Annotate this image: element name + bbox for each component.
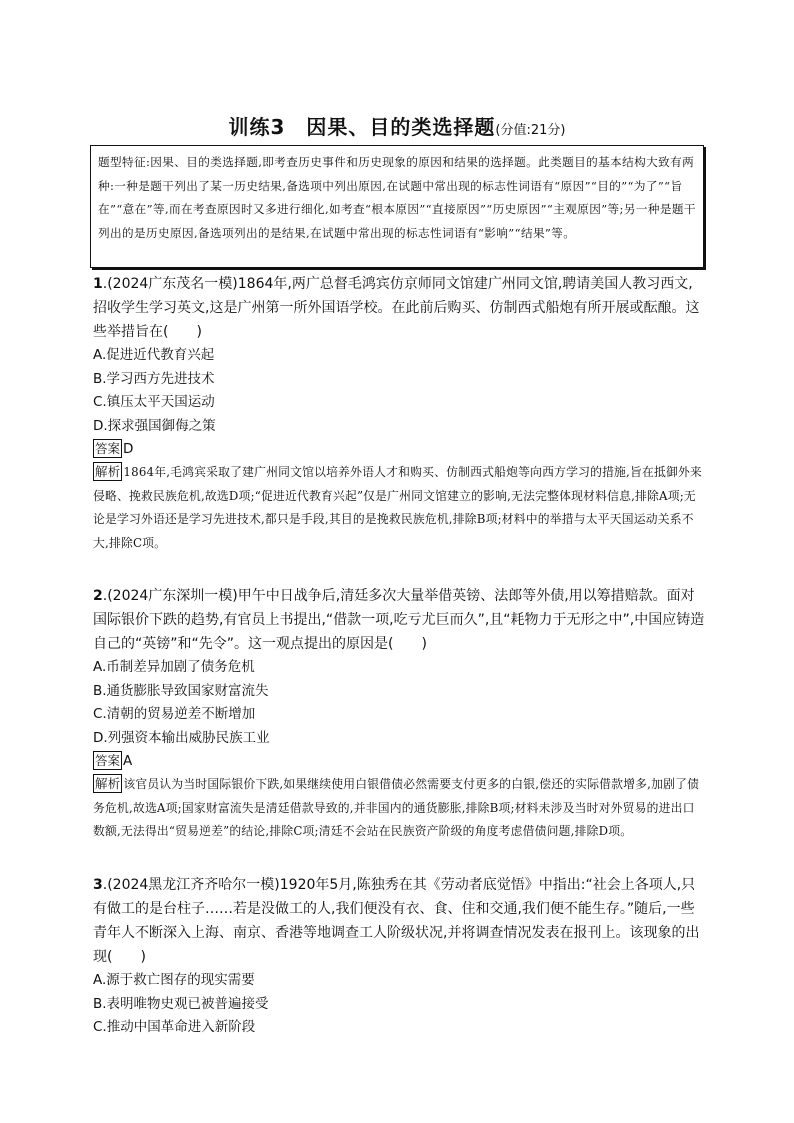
stem-text: .(2024广东深圳一模)甲午中日战争后,清廷多次大量举借英镑、法郎等外债,用以筹措赔款。面对国际银价下跌的趋势,有官员上书提出,“借款一项,吃亏尤巨而久”,且“耗物力于无形之中”,中国应铸造自己的“英镑”和“先令”。这一观点提出的原因是( )	[93, 588, 705, 652]
analysis-body: 该官员认为当时国际银价下跌,如果继续使用白银借债必然需要支付更多的白银,偿还的实际借款增多,加剧了债务危机,故选A项;国家财富流失是清廷借款导致的,并非国内的通货膨胀,排除B项;材料未涉及当时对外贸易的进出口数额,无法得出“贸易逆差”的结论,排除C项;清廷不会站在民族资产阶级的角度考虑借债问题,排除D项。	[93, 777, 700, 839]
option-c: C.清朝的贸易逆差不断增加	[93, 706, 256, 722]
question-number: 1	[93, 276, 103, 292]
title-score: (分值:21分)	[495, 123, 566, 138]
question-number: 3	[93, 877, 103, 893]
answer-tag: 答案	[95, 753, 121, 768]
question-2	[93, 584, 705, 844]
option-a: A.源于救亡图存的现实需要	[93, 972, 255, 988]
answer-value: D	[123, 441, 134, 457]
intro-text: 题型特征:因果、目的类选择题,即考查历史事件和历史现象的原因和结果的选择题。此类题目的基本结构大致有两种:一种是题干列出了某一历史结果,备选项中列出原因,在试题中常出现的标志性词语有“原因”“目的”“为了”“旨在”“意在”等,而在考查原因时又多进行细化,如考查“根本原因”“直接原因”“历史原因”“主观原因”等;另一种是题干列出的是历史原因,备选项列出的是结果,在试题中常出现的标志性词语有“影响”“结果”等。	[98, 155, 696, 240]
option-b: B.表明唯物史观已被普遍接受	[93, 995, 269, 1012]
question-number: 2	[93, 588, 103, 604]
analysis-text	[93, 461, 705, 555]
option-c: C.镇压太平天国运动	[93, 394, 215, 410]
option-a: A.币制差异加剧了债务危机	[93, 659, 255, 675]
question-stem	[93, 272, 705, 344]
answer-tag: 答案	[95, 441, 121, 456]
question-3	[93, 873, 705, 1040]
analysis-tag: 解析	[95, 464, 121, 479]
answer-line	[93, 750, 705, 773]
answer-value: A	[123, 753, 133, 769]
question-stem	[93, 873, 705, 969]
answer-line	[93, 438, 705, 461]
stem-text: .(2024黑龙江齐齐哈尔一模)1920年5月,陈独秀在其《劳动者底觉悟》中指出:“社会上各项人,只有做工的是台柱子……若是没做工的人,我们便没有衣、食、住和交通,我们便不能生存。”随后,一些青年人不断深入上海、南京、香港等地调查工人阶级状况,并将调查情况发表在报刊上。该现象的出现( )	[93, 877, 700, 965]
analysis-tag: 解析	[95, 776, 121, 791]
analysis-text	[93, 773, 705, 844]
title-main: 训练3 因果、目的类选择题	[228, 115, 496, 139]
stem-text: .(2024广东茂名一模)1864年,两广总督毛鸿宾仿京师同文馆建广州同文馆,聘请美国人教习西文,招收学生学习英文,这是广州第一所外国语学校。在此前后购买、仿制西式船炮有所开展或酝酿。这些举措旨在( )	[93, 276, 700, 340]
option-b: B.通货膨胀导致国家财富流失	[93, 682, 269, 699]
page-title	[0, 111, 794, 140]
option-b: B.学习西方先进技术	[93, 370, 215, 387]
analysis-body: 1864年,毛鸿宾采取了建广州同文馆以培养外语人才和购买、仿制西式船炮等向西方学习的措施,旨在抵御外来侵略、挽救民族危机,故选D项;“促进近代教育兴起”仅是广州同文馆建立的影响,无法完整体现材料信息,排除A项;无论是学习外语还是学习先进技术,都只是手段,其目的是挽救民族危机,排除B项;材料中的举措与太平天国运动关系不大,排除C项。	[93, 465, 702, 550]
option-c: C.推动中国革命进入新阶段	[93, 1019, 256, 1035]
question-type-intro-box	[90, 145, 704, 268]
option-d: D.列强资本输出威胁民族工业	[93, 729, 270, 746]
question-stem	[93, 584, 705, 656]
option-a: A.促进近代教育兴起	[93, 347, 215, 363]
question-1	[93, 272, 705, 555]
option-d: D.探求强国御侮之策	[93, 417, 216, 434]
